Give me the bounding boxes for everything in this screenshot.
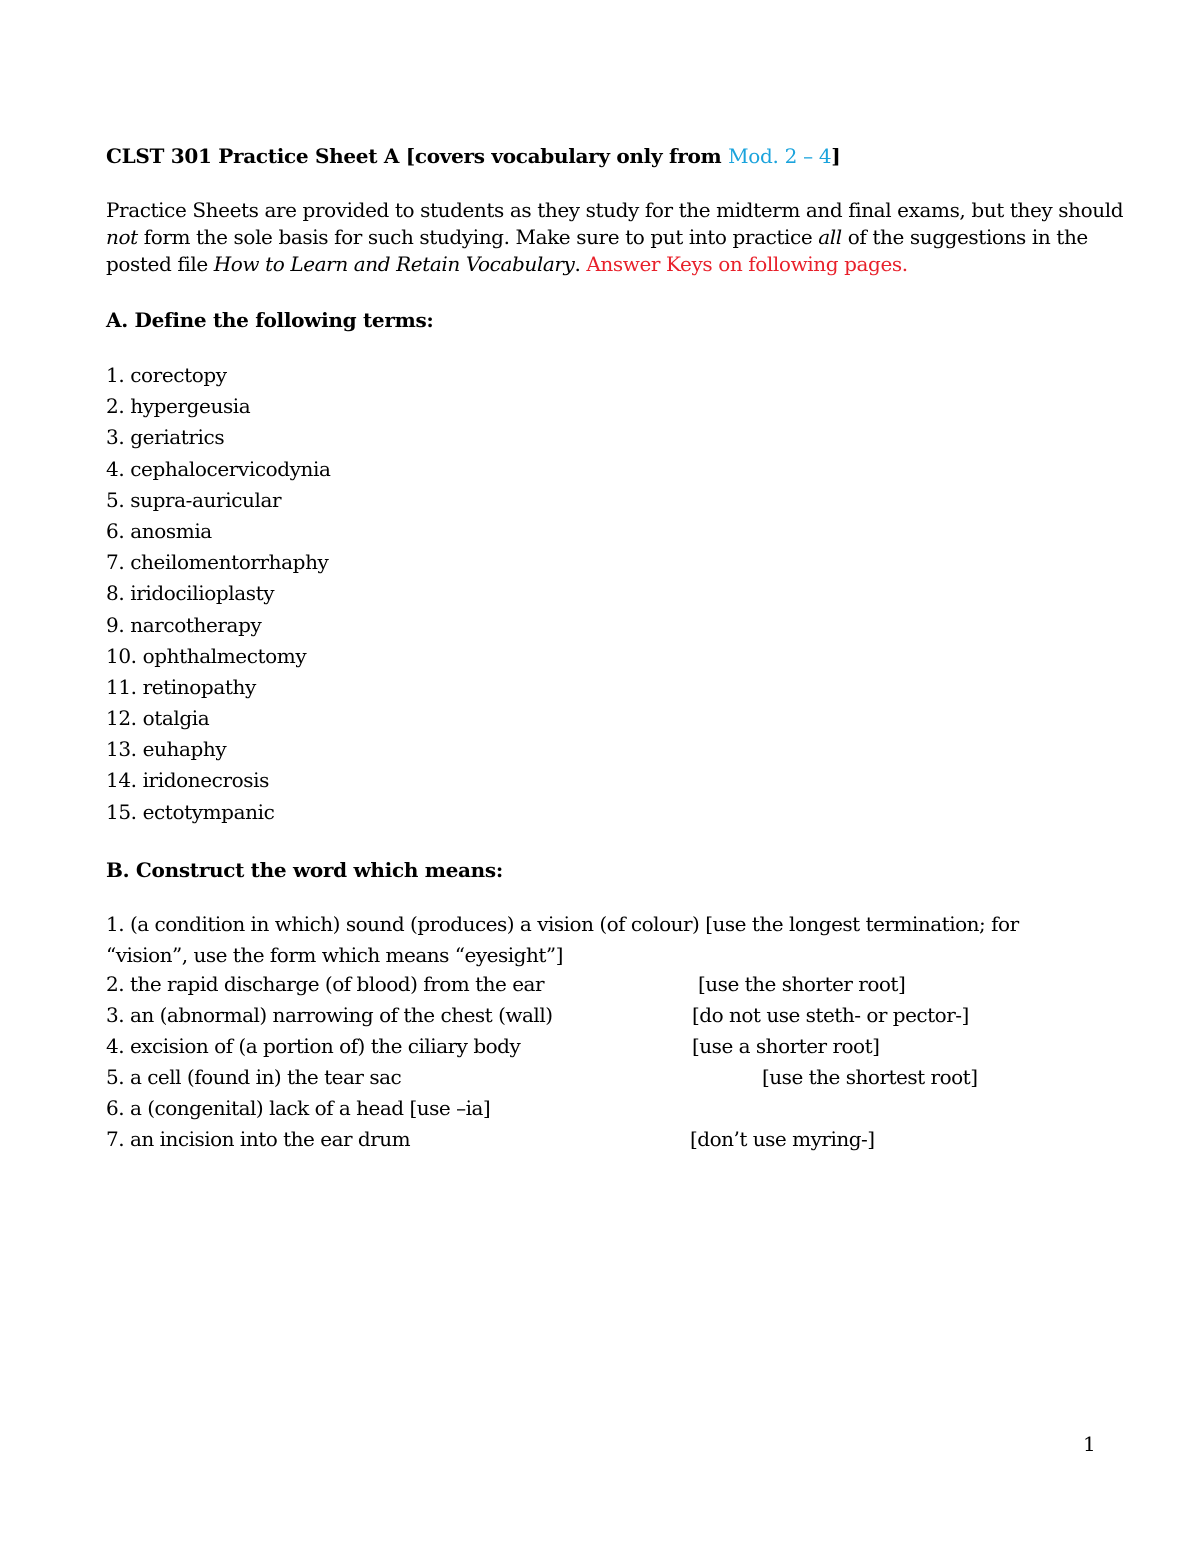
construct-item <box>106 1126 1106 1157</box>
construct-item-note: [use the shorter root] <box>698 972 906 996</box>
construct-item-text: 2. the rapid discharge (of blood) from the ear <box>106 972 545 996</box>
term-item: 8. iridocilioplasty <box>106 581 275 606</box>
term-item: 3. geriatrics <box>106 425 225 450</box>
title-suffix: ] <box>831 144 841 168</box>
construct-item-text: 7. an incision into the ear drum <box>106 1127 411 1151</box>
construct-item-text: 5. a cell (found in) the tear sac <box>106 1065 402 1089</box>
title-prefix: CLST 301 Practice Sheet A [covers vocabulary only from <box>106 144 729 168</box>
answer-keys-note: Answer Keys on following pages. <box>586 252 908 276</box>
intro-paragraph <box>106 197 1124 278</box>
construct-item-note: [do not use steth- or pector-] <box>692 1003 969 1027</box>
intro-line-3 <box>106 251 1096 278</box>
section-b-list <box>106 911 1106 1157</box>
construct-item-text: 3. an (abnormal) narrowing of the chest (wall) <box>106 1003 553 1027</box>
term-item: 1. corectopy <box>106 363 227 387</box>
section-b-heading: B. Construct the word which means: <box>106 858 503 882</box>
construct-item-note: [use the shortest root] <box>762 1065 978 1089</box>
construct-item <box>106 1095 1106 1126</box>
module-range: Mod. 2 – 4 <box>728 144 832 168</box>
intro-line-2-text-b: of the suggestions in the <box>841 225 1088 249</box>
construct-item <box>106 1033 1106 1064</box>
term-item: 15. ectotympanic <box>106 799 275 824</box>
construct-item <box>106 971 1106 1002</box>
page-title <box>106 144 840 168</box>
intro-line-3-text-b: . <box>574 252 587 276</box>
construct-item <box>106 1064 1106 1095</box>
term-item: 14. iridonecrosis <box>106 768 270 793</box>
term-item: 2. hypergeusia <box>106 394 251 419</box>
construct-item-note: [don’t use myring-] <box>690 1127 875 1151</box>
construct-item: 1. (a condition in which) sound (produces) a vision (of colour) [use the longest termination; for “vision”, use the form which means “eyesight”] <box>106 912 1019 967</box>
page-number: 1 <box>1083 1432 1096 1456</box>
term-item: 5. supra-auricular <box>106 487 282 512</box>
intro-line-1: Practice Sheets are provided to students as they study for the midterm and final exams, but they should <box>106 198 1124 222</box>
intro-emphasis-all: all <box>818 225 842 249</box>
term-item: 10. ophthalmectomy <box>106 643 307 668</box>
section-a-list <box>106 362 331 830</box>
term-item: 4. cephalocervicodynia <box>106 456 331 481</box>
file-title: How to Learn and Retain Vocabulary <box>213 252 575 276</box>
construct-item-note: [use a shorter root] <box>692 1034 880 1058</box>
intro-emphasis-not: not <box>106 225 138 249</box>
section-a-heading: A. Define the following terms: <box>106 308 434 332</box>
term-item: 9. narcotherapy <box>106 612 262 637</box>
intro-line-2 <box>106 224 1096 251</box>
construct-item <box>106 1002 1106 1033</box>
construct-item-text: 6. a (congenital) lack of a head [use –ia] <box>106 1096 491 1120</box>
term-item: 13. euhaphy <box>106 737 227 762</box>
term-item: 7. cheilomentorrhaphy <box>106 550 329 575</box>
term-item: 6. anosmia <box>106 518 212 543</box>
term-item: 12. otalgia <box>106 706 210 731</box>
intro-line-3-text-a: posted file <box>106 252 214 276</box>
construct-item-text: 4. excision of (a portion of) the ciliary body <box>106 1034 521 1058</box>
term-item: 11. retinopathy <box>106 674 256 699</box>
intro-line-2-text-a: form the sole basis for such studying. Make sure to put into practice <box>137 225 819 249</box>
